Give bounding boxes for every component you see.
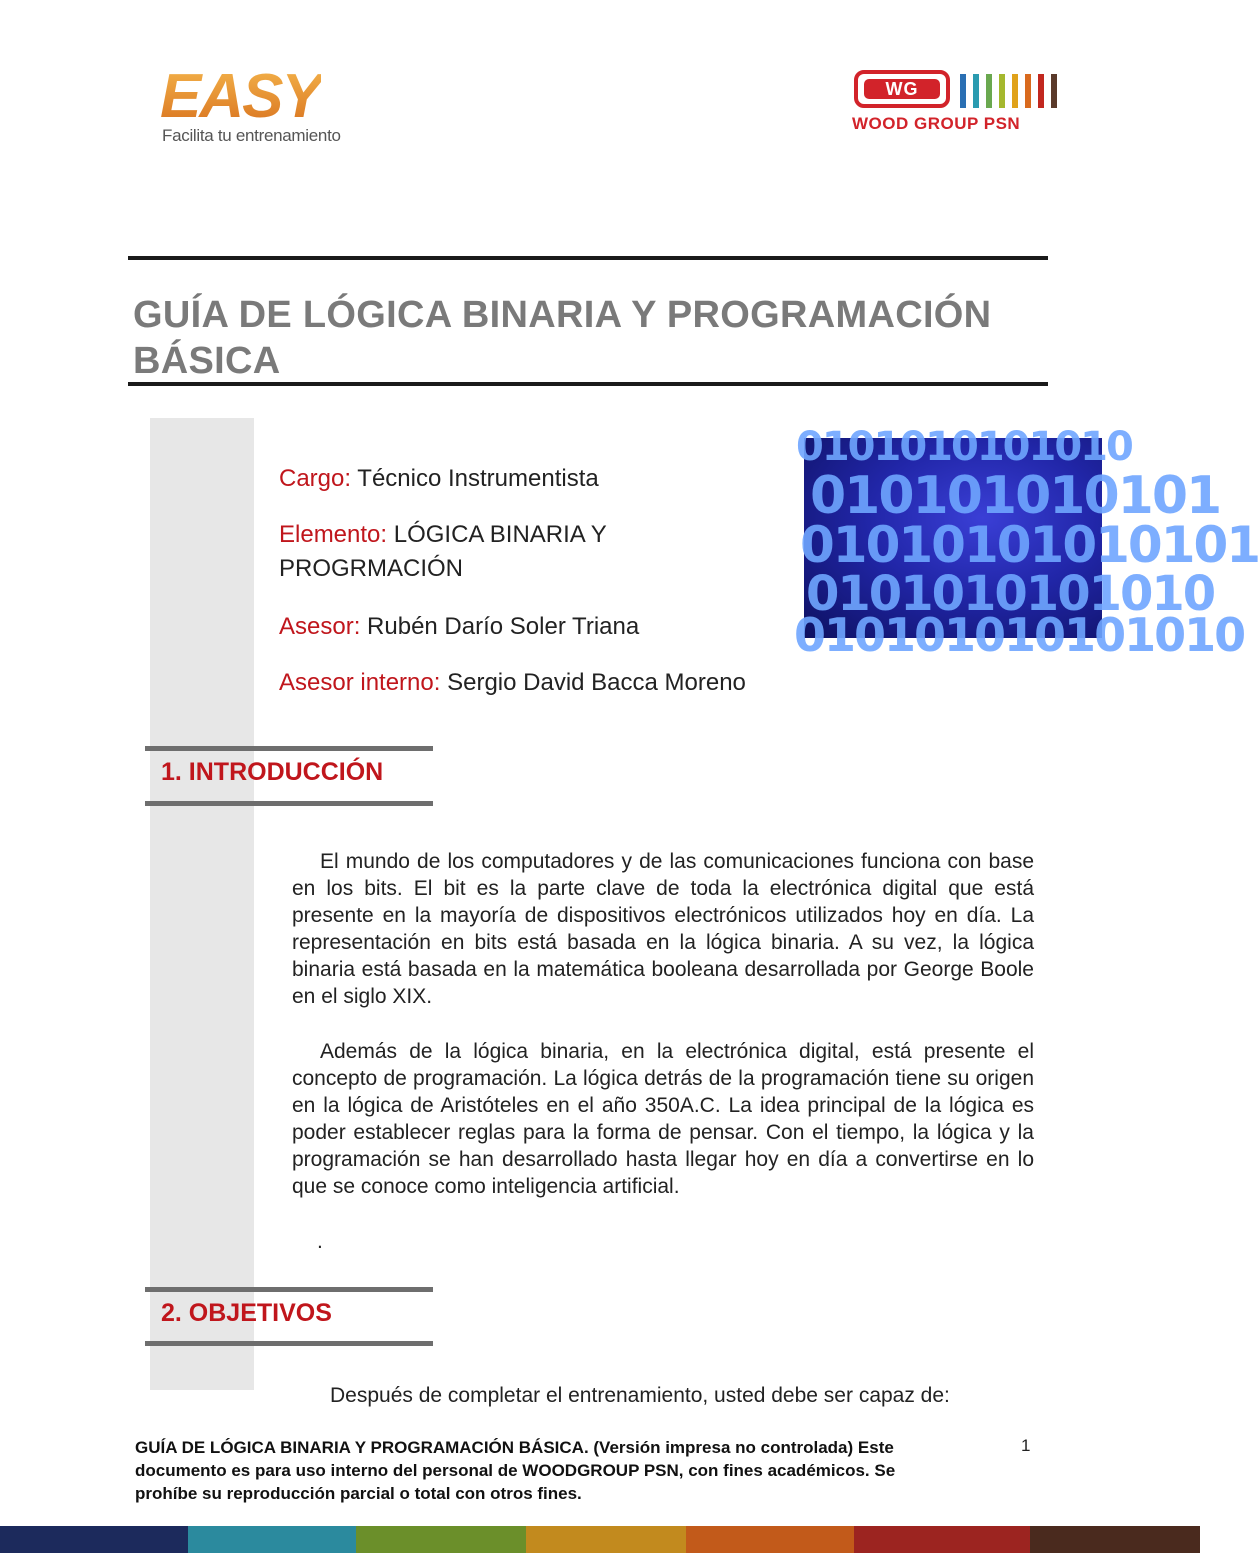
objetivos-heading: 2. OBJETIVOS: [161, 1299, 332, 1327]
elemento-label: Elemento:: [279, 521, 388, 548]
wg-mark-box: [854, 70, 950, 108]
document-title: GUÍA DE LÓGICA BINARIA Y PROGRAMACIÓN BÁSICA: [133, 294, 992, 382]
wg-color-bar: [960, 74, 966, 108]
easy-logo: [160, 62, 360, 152]
elemento-value: LÓGICA BINARIA Y PROGRMACIÓN: [279, 521, 607, 582]
info-cargo: [279, 462, 599, 496]
footer-color-segment: [0, 1526, 188, 1553]
wood-group-logo: [850, 66, 1060, 136]
side-strip: [150, 418, 254, 1390]
binary-digit-row: 0101010101010: [796, 424, 1132, 470]
cargo-label: Cargo:: [279, 465, 352, 492]
intro-paragraph-1: El mundo de los computadores y de las comunicaciones funciona con base en los bits. El bit es la parte clave de toda la electrónica digital que está presente en la mayoría de dispositivos electrónicos utilizados hoy en día. La representación en bits está basada en la lógica binaria. A su vez, la lógica binaria está basada en la matemática booleana desarrollada por George Boole en el siglo XIX.: [292, 850, 1034, 1008]
footer-color-segment: [188, 1526, 356, 1553]
wg-color-bar: [1012, 74, 1018, 108]
binary-digit-row: 0101010101010: [806, 566, 1215, 622]
objetivos-intro: Después de completar el entrenamiento, usted debe ser capaz de:: [330, 1384, 950, 1407]
objetivos-bottom-rule: [145, 1341, 433, 1346]
cargo-value: Técnico Instrumentista: [351, 465, 599, 492]
wg-color-bar: [973, 74, 979, 108]
footer-color-segment: [686, 1526, 854, 1553]
asesor-label: Asesor:: [279, 613, 361, 640]
binary-digit-row: 010101010101010: [794, 608, 1245, 662]
binary-digit-row: 010101010101: [810, 466, 1221, 526]
stray-dot: .: [317, 1230, 323, 1253]
title-top-rule: [128, 256, 1048, 260]
wg-color-bars: [960, 74, 1057, 108]
footer-color-segment: [356, 1526, 526, 1553]
wg-company-name: WOOD GROUP PSN: [852, 114, 1021, 133]
wg-color-bar: [999, 74, 1005, 108]
objetivos-top-rule: [145, 1287, 433, 1292]
footer-color-segment: [1030, 1526, 1200, 1553]
title-bottom-rule: [128, 382, 1048, 386]
footer-color-segment: [526, 1526, 686, 1553]
footer-disclaimer: GUÍA DE LÓGICA BINARIA Y PROGRAMACIÓN BÁSICA. (Versión impresa no controlada) Este documento es para uso interno del personal de WOODGROUP PSN, con fines académicos. Se prohíbe su reproducción parcial o total con otros fines.: [135, 1438, 896, 1503]
wg-color-bar: [1025, 74, 1031, 108]
intro-heading: 1. INTRODUCCIÓN: [161, 758, 384, 786]
binary-code-image: [794, 424, 1259, 662]
wg-mark: WG: [864, 79, 940, 99]
asesor-interno-value: Sergio David Bacca Moreno: [440, 669, 746, 696]
info-elemento: [279, 518, 699, 586]
wg-color-bar: [986, 74, 992, 108]
info-asesor: [279, 610, 639, 644]
easy-logo-tagline: Facilita tu entrenamiento: [162, 126, 341, 145]
binary-digit-row: 01010101010101: [800, 516, 1259, 574]
wg-color-bar: [1051, 74, 1057, 108]
footer-color-bar: [0, 1526, 1200, 1553]
easy-logo-word: EASY: [160, 62, 321, 131]
footer-color-segment: [854, 1526, 1030, 1553]
intro-bottom-rule: [145, 801, 433, 806]
asesor-interno-label: Asesor interno:: [279, 669, 441, 696]
intro-paragraph-2: Además de la lógica binaria, en la electrónica digital, está presente el concepto de programación. La lógica detrás de la programación tiene su origen en la lógica de Aristóteles en el año 350A.C. La idea principal de la lógica es poder establecer reglas para la forma de pensar. Con el tiempo, la lógica y la programación se han desarrollado hasta llegar hoy en día a convertirse en lo que se conoce como inteligencia artificial.: [292, 1040, 1034, 1198]
page-number: 1: [1021, 1436, 1031, 1455]
intro-top-rule: [145, 746, 433, 751]
wg-color-bar: [1038, 74, 1044, 108]
info-asesor-interno: [279, 666, 746, 700]
asesor-value: Rubén Darío Soler Triana: [360, 613, 640, 640]
